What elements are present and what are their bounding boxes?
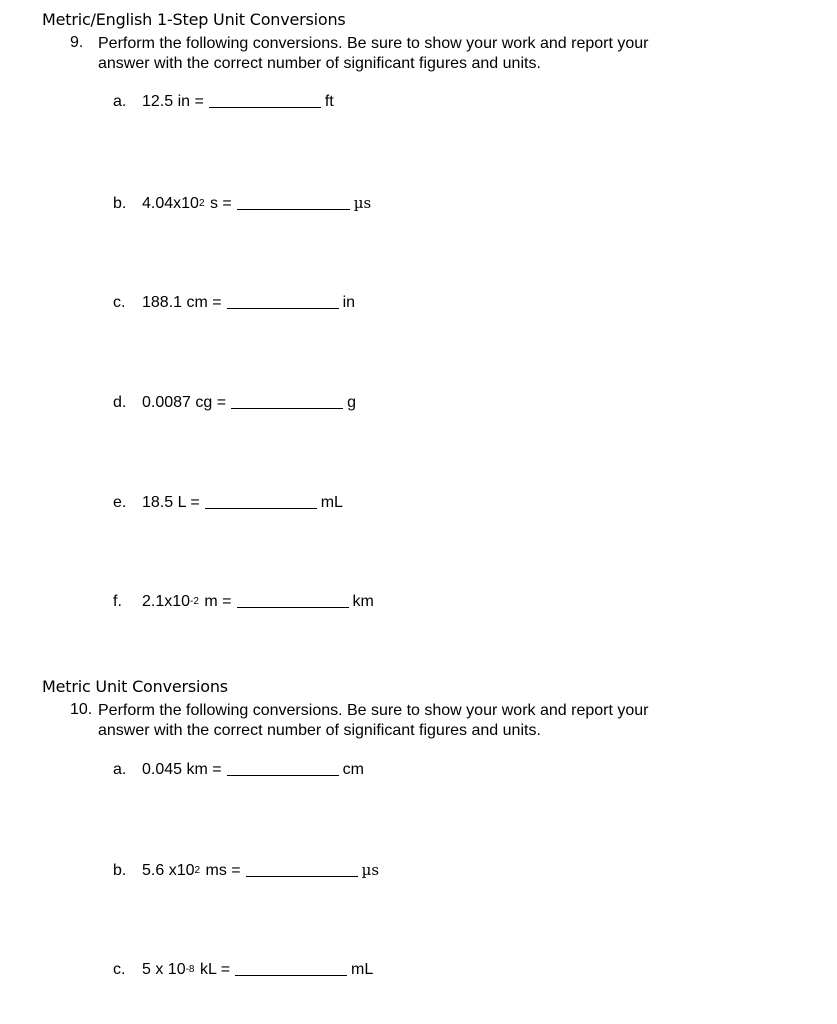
target-unit: µs	[353, 194, 372, 212]
problem-letter: a.	[113, 93, 127, 110]
target-unit: µs	[361, 861, 380, 879]
target-unit: km	[352, 593, 374, 610]
problem-9c	[113, 294, 355, 312]
problem-expression: $4.04x10^2$ s =	[142, 195, 232, 212]
answer-blank[interactable]	[237, 606, 349, 608]
problem-9f	[113, 593, 374, 611]
problem-expression: 188.1 cm =	[142, 294, 222, 311]
answer-blank[interactable]	[227, 774, 339, 776]
target-unit: mL	[320, 494, 343, 511]
target-unit: cm	[342, 761, 364, 778]
problem-expression: 0.045 km =	[142, 761, 222, 778]
section-1-title: Metric/English 1-Step Unit Conversions	[42, 10, 346, 29]
answer-blank[interactable]	[235, 974, 347, 976]
target-unit: in	[342, 294, 356, 311]
instructions-line-1: Perform the following conversions. Be sure to show your work and report your	[98, 702, 649, 719]
problem-expression: 12.5 in =	[142, 93, 204, 110]
problem-10a	[113, 761, 364, 779]
problem-letter: e.	[113, 494, 127, 511]
instructions-line-2: answer with the correct number of significant figures and units.	[98, 55, 541, 72]
problem-expression: $2.1x10^{-2}$ m =	[142, 593, 232, 610]
answer-blank[interactable]	[205, 507, 317, 509]
problem-letter: d.	[113, 394, 127, 411]
answer-blank[interactable]	[237, 208, 350, 210]
problem-9e	[113, 494, 343, 512]
question-10-instructions	[98, 701, 738, 741]
problem-letter: b.	[113, 862, 127, 879]
problem-letter: f.	[113, 593, 122, 610]
problem-10c	[113, 961, 373, 979]
problem-9a	[113, 93, 334, 111]
problem-10b	[113, 861, 379, 880]
answer-blank[interactable]	[246, 875, 358, 877]
answer-blank[interactable]	[231, 407, 343, 409]
problem-expression: 18.5 L =	[142, 494, 200, 511]
question-9-number: 9.	[70, 34, 84, 51]
problem-letter: b.	[113, 195, 127, 212]
problem-9b	[113, 194, 371, 213]
answer-blank[interactable]	[227, 307, 339, 309]
problem-letter: a.	[113, 761, 127, 778]
target-unit: mL	[351, 961, 374, 978]
instructions-line-1: Perform the following conversions. Be sure to show your work and report your	[98, 35, 649, 52]
question-10-number: 10.	[70, 701, 93, 718]
problem-expression: 0.0087 cg =	[142, 394, 227, 411]
section-2-title: Metric Unit Conversions	[42, 677, 228, 696]
target-unit: g	[347, 394, 356, 411]
question-9-instructions	[98, 34, 738, 74]
problem-letter: c.	[113, 961, 126, 978]
instructions-line-2: answer with the correct number of significant figures and units.	[98, 722, 541, 739]
problem-expression: 5.6 $x10^2$ ms =	[142, 862, 241, 879]
problem-9d	[113, 394, 356, 412]
target-unit: ft	[324, 93, 334, 110]
answer-blank[interactable]	[209, 106, 321, 108]
problem-letter: c.	[113, 294, 126, 311]
problem-expression: 5 x $10^{-8}$ kL =	[142, 961, 231, 978]
